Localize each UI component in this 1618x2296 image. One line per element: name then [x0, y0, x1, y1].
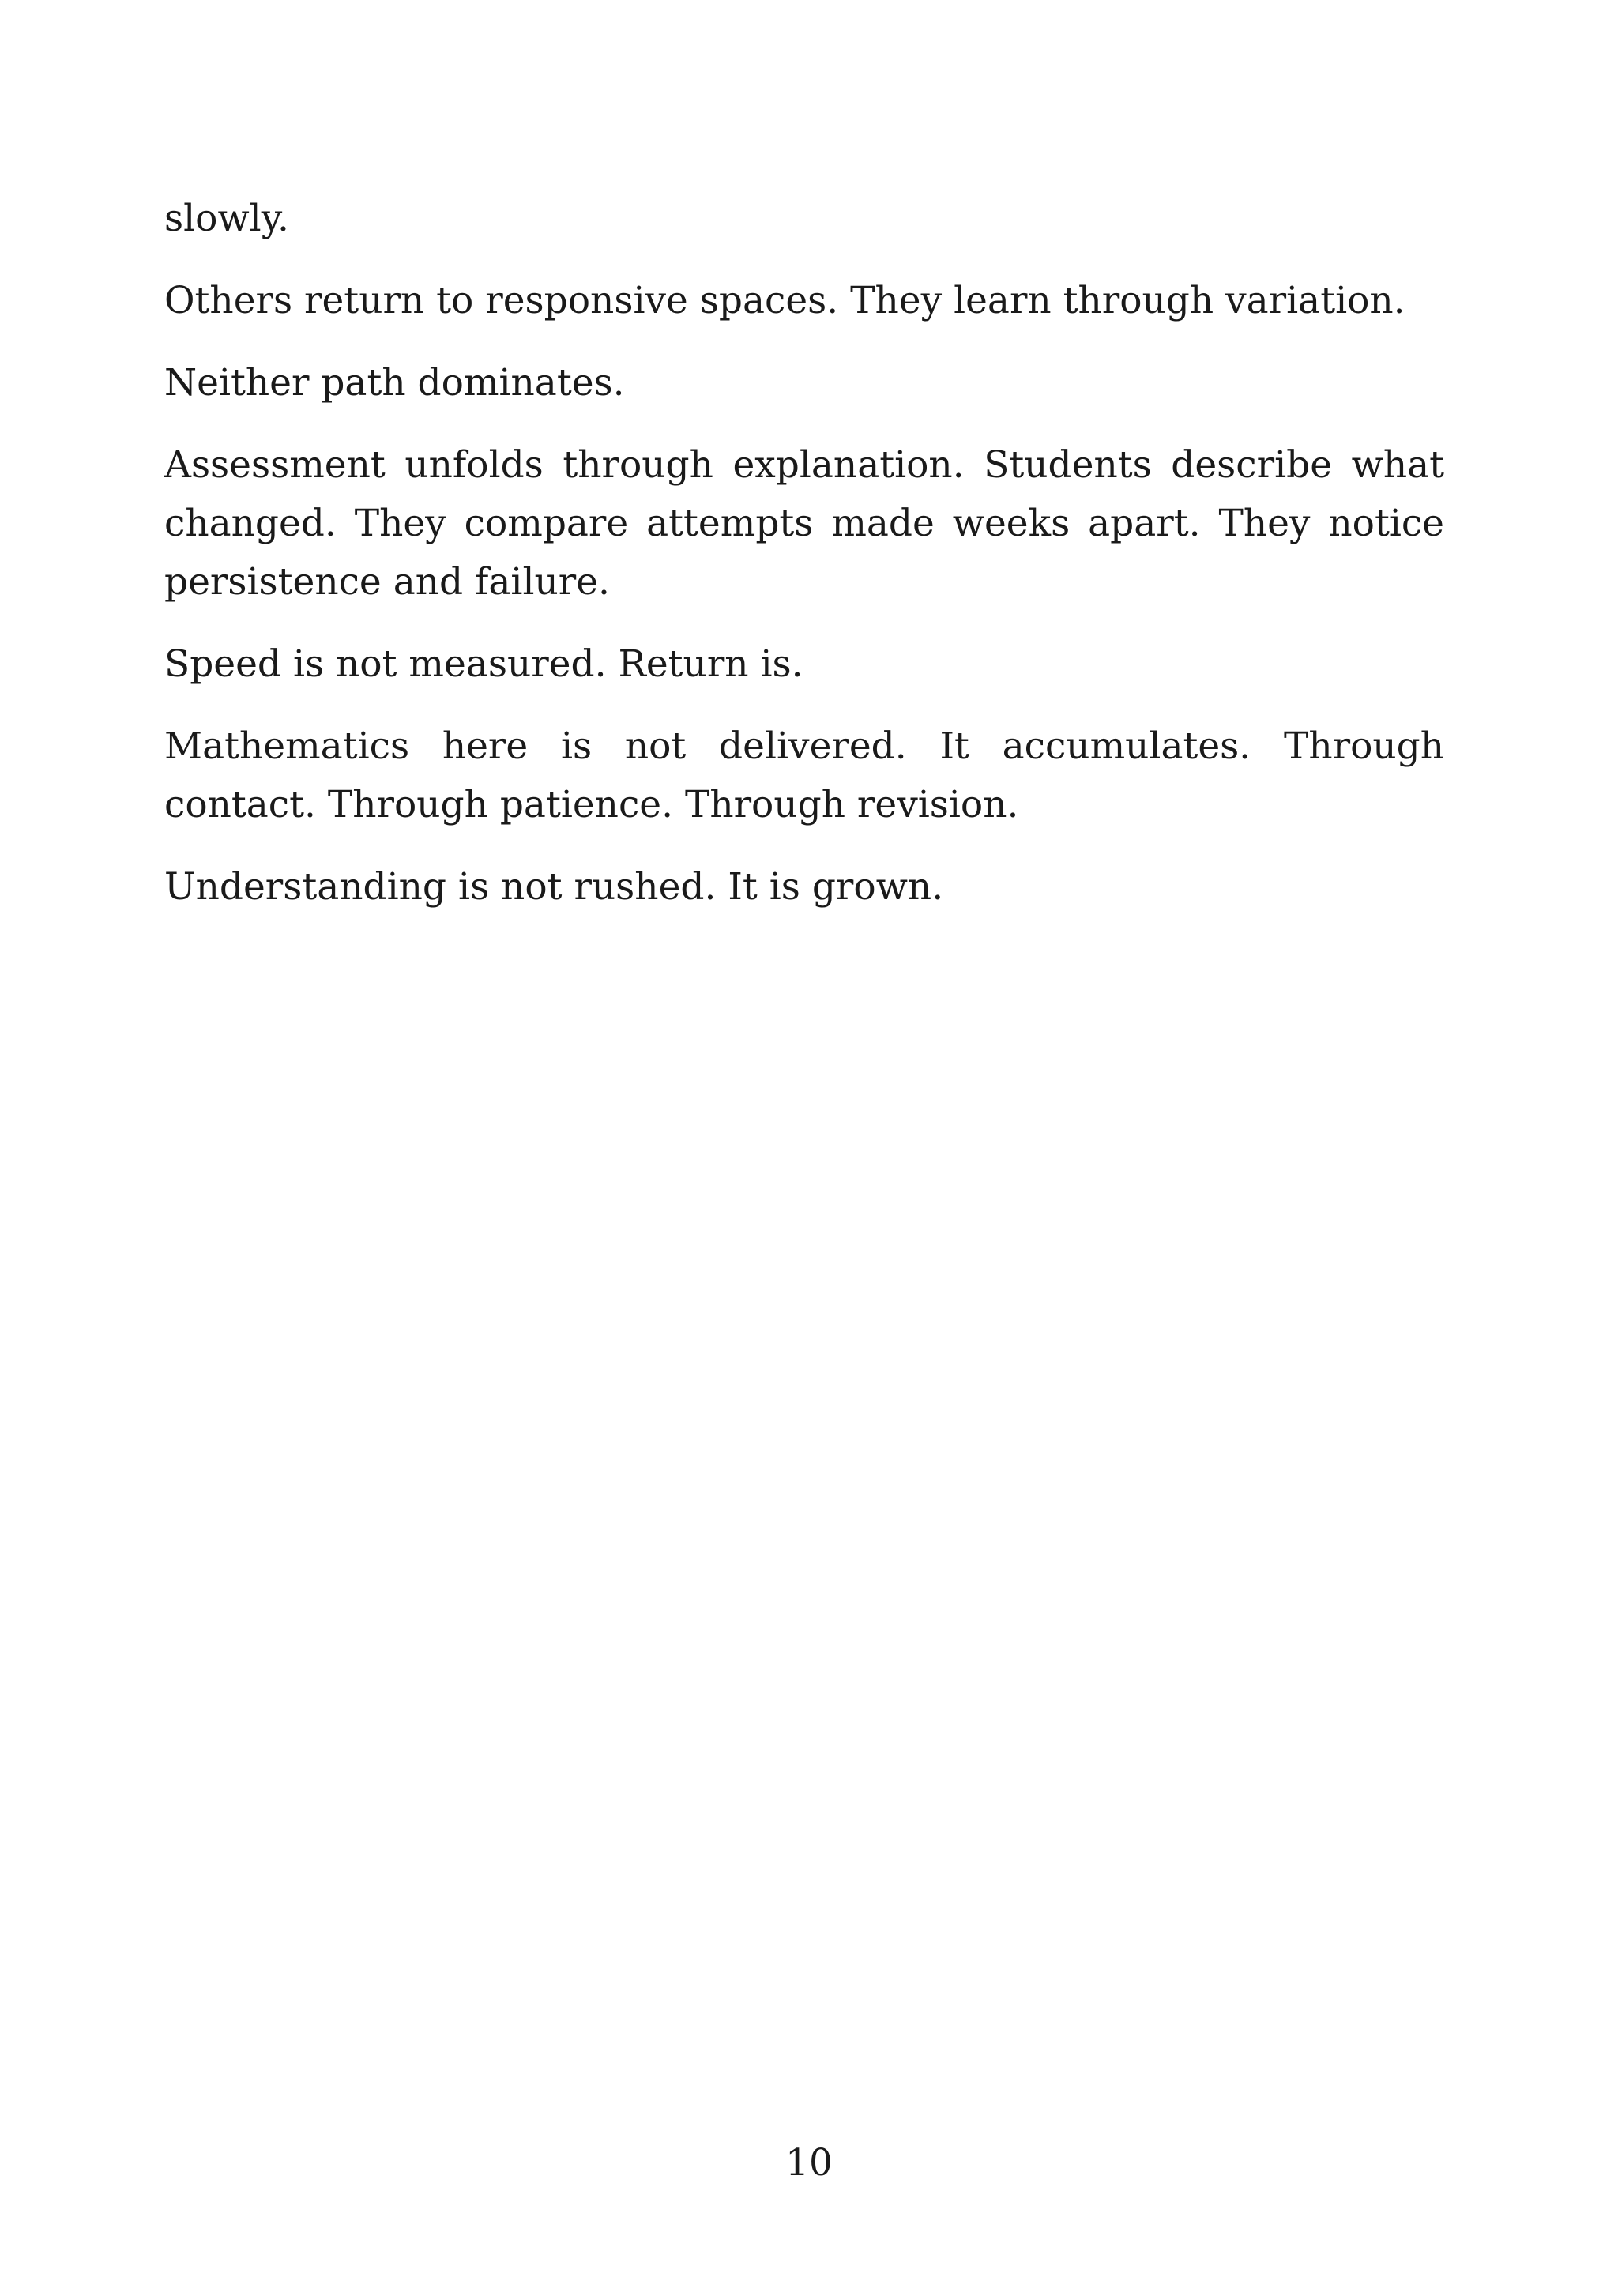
paragraph-mathematics: Mathematics here is not delivered. It accumulates. Through contact. Through patience. Through revision. — [164, 725, 1444, 826]
paragraph-neither-path: Neither path dominates. — [164, 361, 625, 405]
body-text — [164, 190, 1444, 940]
paragraph-speed: Speed is not measured. Return is. — [164, 642, 803, 686]
paragraph-understanding: Understanding is not rushed. It is grown. — [164, 865, 944, 909]
page-number: 10 — [785, 2141, 833, 2185]
paragraph-responsive-spaces: Others return to responsive spaces. They learn through variation. — [164, 279, 1405, 322]
paragraph-continuation: slowly. — [164, 197, 289, 240]
paragraph-assessment: Assessment unfolds through explanation. Students describe what changed. They compare attempts made weeks apart. They notice persistence and failure. — [164, 443, 1444, 604]
